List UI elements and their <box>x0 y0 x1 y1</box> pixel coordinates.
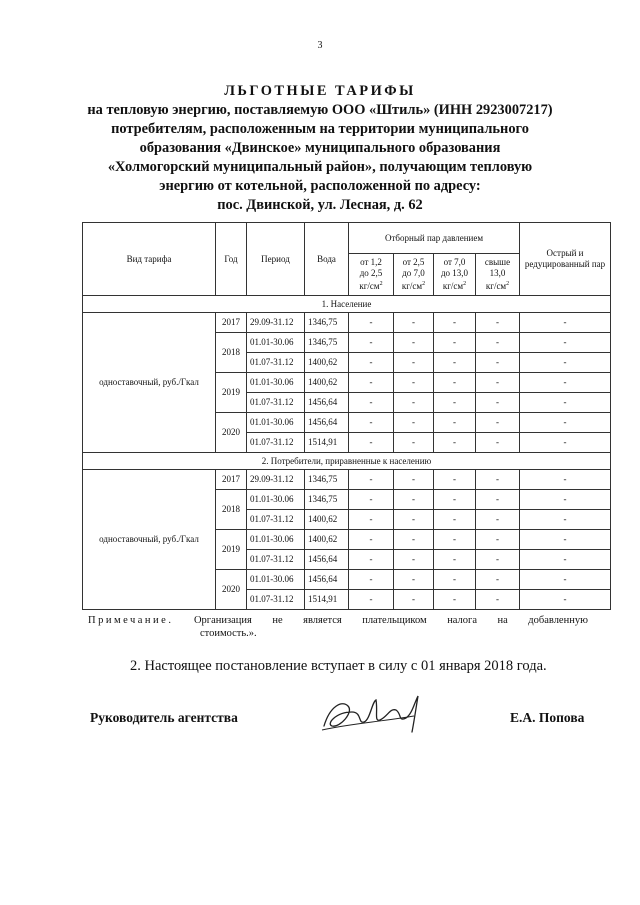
empty-value-cell: - <box>434 470 476 490</box>
empty-value-cell: - <box>520 333 611 353</box>
empty-value-cell: - <box>434 570 476 590</box>
empty-value-cell: - <box>394 333 434 353</box>
empty-value-cell: - <box>520 373 611 393</box>
header-pressure-4: свыше 13,0 $кг/см^2$ <box>476 254 520 296</box>
empty-value-cell: - <box>434 510 476 530</box>
document-heading <box>60 82 580 215</box>
period-cell: 01.07-31.12 <box>247 433 305 453</box>
empty-value-cell: - <box>394 570 434 590</box>
empty-value-cell: - <box>349 413 394 433</box>
period-cell: 01.01-30.06 <box>247 373 305 393</box>
empty-value-cell: - <box>394 313 434 333</box>
empty-value-cell: - <box>349 333 394 353</box>
tariff-type-cell: одноставочный, руб./Гкал <box>83 313 216 453</box>
empty-value-cell: - <box>434 333 476 353</box>
empty-value-cell: - <box>349 510 394 530</box>
period-cell: 01.01-30.06 <box>247 413 305 433</box>
empty-value-cell: - <box>394 510 434 530</box>
year-cell: 2019 <box>216 373 247 413</box>
empty-value-cell: - <box>434 550 476 570</box>
empty-value-cell: - <box>394 550 434 570</box>
empty-value-cell: - <box>476 490 520 510</box>
signatory-name: Е.А. Попова <box>510 710 585 725</box>
header-year: Год <box>216 223 247 296</box>
water-value-cell: 1456,64 <box>305 393 349 413</box>
empty-value-cell: - <box>349 313 394 333</box>
decree-text: 2. Настоящее постановление вступает в силу с 01 января 2018 года. <box>130 658 547 674</box>
empty-value-cell: - <box>520 590 611 610</box>
empty-value-cell: - <box>394 490 434 510</box>
empty-value-cell: - <box>476 433 520 453</box>
empty-value-cell: - <box>520 413 611 433</box>
empty-value-cell: - <box>476 470 520 490</box>
water-value-cell: 1346,75 <box>305 313 349 333</box>
header-water: Вода <box>305 223 349 296</box>
water-value-cell: 1346,75 <box>305 333 349 353</box>
footnote-word: на <box>497 615 508 626</box>
empty-value-cell: - <box>434 353 476 373</box>
water-value-cell: 1456,64 <box>305 413 349 433</box>
empty-value-cell: - <box>349 490 394 510</box>
year-cell: 2017 <box>216 313 247 333</box>
empty-value-cell: - <box>434 373 476 393</box>
empty-value-cell: - <box>520 313 611 333</box>
footnote-word: не <box>272 615 283 626</box>
heading-title: ЛЬГОТНЫЕ ТАРИФЫ <box>224 83 416 99</box>
period-cell: 01.07-31.12 <box>247 550 305 570</box>
header-tariff-type: Вид тарифа <box>83 223 216 296</box>
empty-value-cell: - <box>349 433 394 453</box>
section-header-row <box>83 296 611 313</box>
footnote-line <box>88 614 588 627</box>
empty-value-cell: - <box>434 530 476 550</box>
year-cell: 2020 <box>216 413 247 453</box>
period-cell: 01.01-30.06 <box>247 570 305 590</box>
empty-value-cell: - <box>349 470 394 490</box>
empty-value-cell: - <box>476 590 520 610</box>
empty-value-cell: - <box>476 413 520 433</box>
empty-value-cell: - <box>476 353 520 373</box>
period-cell: 01.07-31.12 <box>247 510 305 530</box>
empty-value-cell: - <box>520 570 611 590</box>
empty-value-cell: - <box>476 333 520 353</box>
year-cell: 2017 <box>216 470 247 490</box>
period-cell: 29.09-31.12 <box>247 470 305 490</box>
empty-value-cell: - <box>434 490 476 510</box>
period-cell: 01.01-30.06 <box>247 490 305 510</box>
empty-value-cell: - <box>349 530 394 550</box>
water-value-cell: 1346,75 <box>305 490 349 510</box>
heading-line: на тепловую энергию, поставляемую ООО «Штиль» (ИНН 2923007217) <box>87 102 553 118</box>
empty-value-cell: - <box>394 353 434 373</box>
empty-value-cell: - <box>394 530 434 550</box>
water-value-cell: 1400,62 <box>305 353 349 373</box>
page-number: 3 <box>317 40 323 51</box>
empty-value-cell: - <box>394 470 434 490</box>
header-pressure-1: от 1,2 до 2,5 $кг/см^2$ <box>349 254 394 296</box>
footnote-word: является <box>303 615 342 626</box>
period-cell: 01.01-30.06 <box>247 333 305 353</box>
water-value-cell: 1514,91 <box>305 433 349 453</box>
empty-value-cell: - <box>520 510 611 530</box>
footnote-continuation: стоимость.». <box>200 628 257 639</box>
empty-value-cell: - <box>476 393 520 413</box>
empty-value-cell: - <box>520 470 611 490</box>
period-cell: 01.07-31.12 <box>247 590 305 610</box>
section-title: 2. Потребители, приравненные к населению <box>83 453 611 470</box>
empty-value-cell: - <box>476 373 520 393</box>
water-value-cell: 1456,64 <box>305 570 349 590</box>
empty-value-cell: - <box>476 530 520 550</box>
section-title: 1. Население <box>83 296 611 313</box>
year-cell: 2018 <box>216 490 247 530</box>
empty-value-cell: - <box>394 590 434 610</box>
heading-line: энергию от котельной, расположенной по адресу: <box>159 178 481 194</box>
handwritten-signature <box>318 692 428 738</box>
footnote-label: Примечание. <box>88 615 174 626</box>
year-cell: 2018 <box>216 333 247 373</box>
table-row <box>83 470 611 490</box>
empty-value-cell: - <box>394 413 434 433</box>
water-value-cell: 1346,75 <box>305 470 349 490</box>
footnote <box>88 614 588 640</box>
empty-value-cell: - <box>349 373 394 393</box>
heading-line: образования «Двинское» муниципального образования <box>139 140 501 156</box>
header-pressure-2: от 2,5 до 7,0 $кг/см^2$ <box>394 254 434 296</box>
header-period: Период <box>247 223 305 296</box>
section-header-row <box>83 453 611 470</box>
heading-line: пос. Двинской, ул. Лесная, д. 62 <box>217 197 423 213</box>
year-cell: 2020 <box>216 570 247 610</box>
empty-value-cell: - <box>476 570 520 590</box>
empty-value-cell: - <box>349 393 394 413</box>
empty-value-cell: - <box>349 353 394 373</box>
water-value-cell: 1400,62 <box>305 530 349 550</box>
footnote-word: плательщиком <box>362 615 427 626</box>
empty-value-cell: - <box>349 570 394 590</box>
empty-value-cell: - <box>520 393 611 413</box>
signatory-role: Руководитель агентства <box>90 710 238 725</box>
empty-value-cell: - <box>520 490 611 510</box>
empty-value-cell: - <box>520 550 611 570</box>
heading-line: потребителям, расположенным на территории муниципального <box>111 121 529 137</box>
tariff-type-cell: одноставочный, руб./Гкал <box>83 470 216 610</box>
tariff-table <box>82 222 611 610</box>
period-cell: 29.09-31.12 <box>247 313 305 333</box>
footnote-word: добавленную <box>528 615 588 626</box>
table-row <box>83 313 611 333</box>
water-value-cell: 1400,62 <box>305 373 349 393</box>
period-cell: 01.07-31.12 <box>247 393 305 413</box>
empty-value-cell: - <box>434 433 476 453</box>
year-cell: 2019 <box>216 530 247 570</box>
empty-value-cell: - <box>394 433 434 453</box>
footnote-word: налога <box>447 615 478 626</box>
empty-value-cell: - <box>434 413 476 433</box>
empty-value-cell: - <box>520 433 611 453</box>
empty-value-cell: - <box>349 590 394 610</box>
empty-value-cell: - <box>434 313 476 333</box>
empty-value-cell: - <box>520 530 611 550</box>
header-steam-group: Отборный пар давлением <box>349 223 520 254</box>
empty-value-cell: - <box>520 353 611 373</box>
header-pressure-3: от 7,0 до 13,0 $кг/см^2$ <box>434 254 476 296</box>
empty-value-cell: - <box>394 393 434 413</box>
header-sharp-steam: Острый и редуцированный пар <box>520 223 611 296</box>
water-value-cell: 1400,62 <box>305 510 349 530</box>
empty-value-cell: - <box>434 393 476 413</box>
empty-value-cell: - <box>476 313 520 333</box>
footnote-word: Организация <box>193 615 252 626</box>
empty-value-cell: - <box>394 373 434 393</box>
period-cell: 01.01-30.06 <box>247 530 305 550</box>
period-cell: 01.07-31.12 <box>247 353 305 373</box>
empty-value-cell: - <box>476 550 520 570</box>
empty-value-cell: - <box>476 510 520 530</box>
empty-value-cell: - <box>434 590 476 610</box>
heading-line: «Холмогорский муниципальный район», получающим тепловую <box>107 159 533 175</box>
water-value-cell: 1514,91 <box>305 590 349 610</box>
water-value-cell: 1456,64 <box>305 550 349 570</box>
empty-value-cell: - <box>349 550 394 570</box>
